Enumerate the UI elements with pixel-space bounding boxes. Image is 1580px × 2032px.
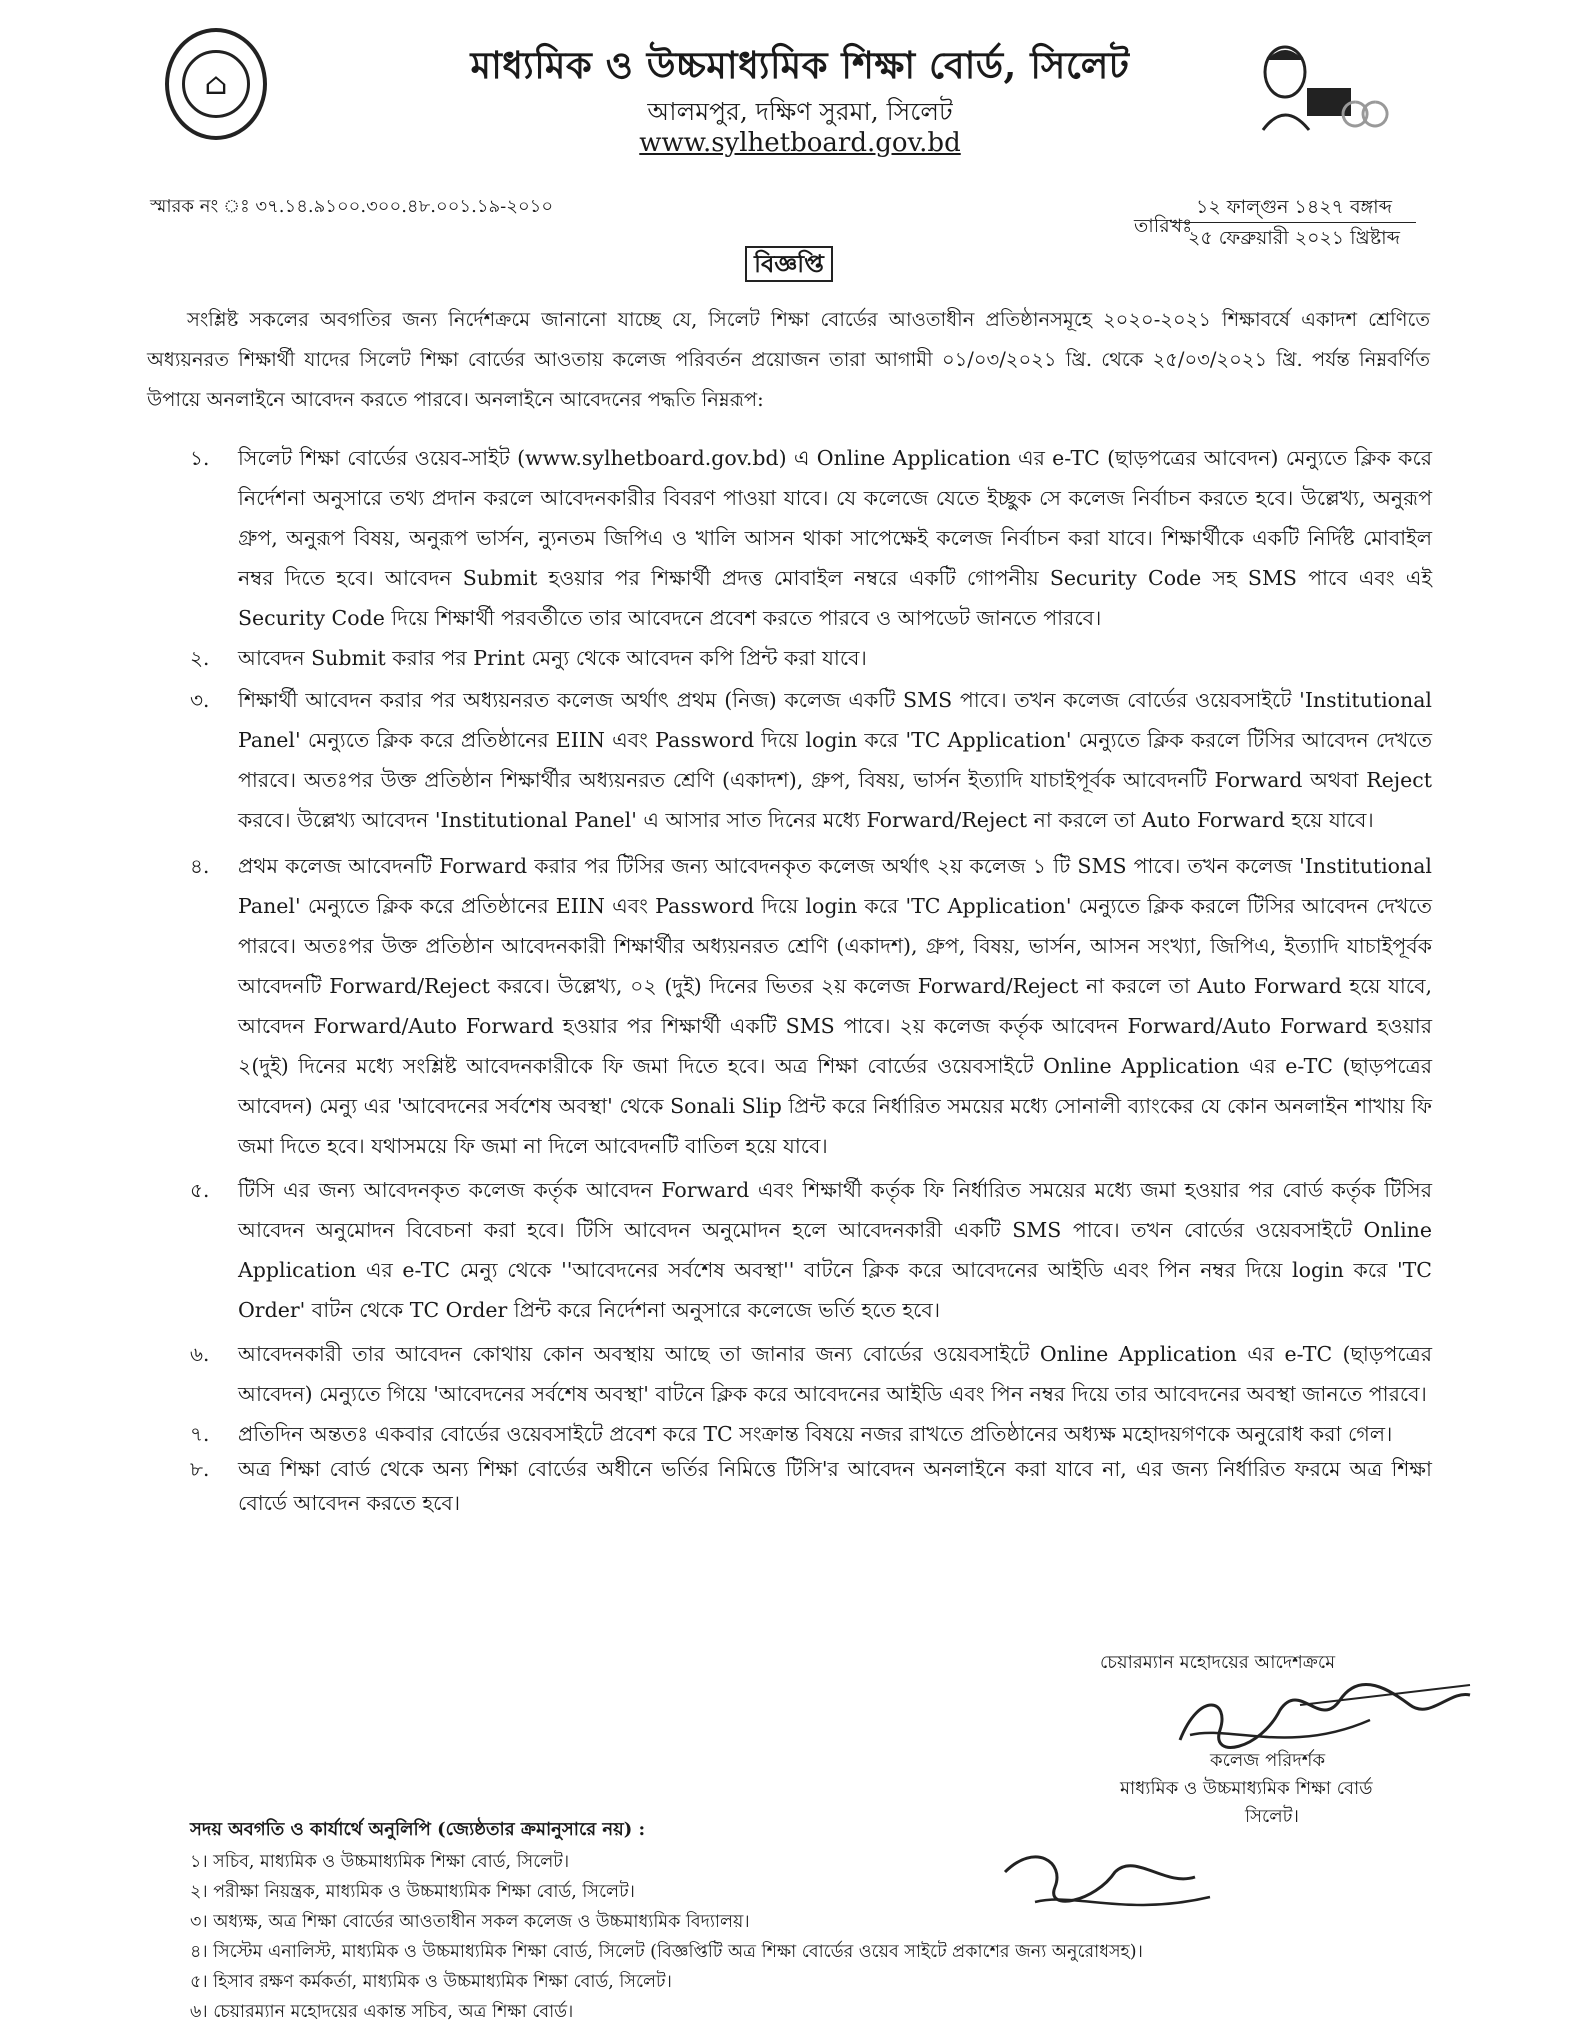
cc-item: ৬। চেয়ারম্যান মহোদয়ের একান্ত সচিব, অত্র শিক্ষা বোর্ড। (190, 2002, 574, 2022)
list-item (190, 640, 1432, 676)
item-text: প্রতিদিন অন্ততঃ একবার বোর্ডের ওয়েবসাইটে প্রবেশ করে TC সংক্রান্ত বিষয়ে নজর রাখতে প্রতিষ্ঠানের অধ্যক্ষ মহোদয়গণকে অনুরোধ করা গেল। (238, 1422, 1393, 1446)
list-item (190, 1170, 1432, 1330)
website-text: www.sylhetboard.gov.bd (639, 128, 961, 158)
signatory-location: সিলেট। (1245, 1806, 1299, 1827)
item-text: অত্র শিক্ষা বোর্ড থেকে অন্য শিক্ষা বোর্ডের অধীনে ভর্তির নিমিত্তে টিসি'র আবেদন অনলাইনে করা যাবে না, এর জন্য নির্ধারিত ফরমে অত্র শিক্ষা বোর্ডে আবেদন করতে হবে। (238, 1457, 1432, 1515)
cc-item: ৩। অধ্যক্ষ, অত্র শিক্ষা বোর্ডের আওতাধীন সকল কলেজ ও উচ্চমাধ্যমিক বিদ্যালয়। (190, 1912, 750, 1932)
memo-number: স্মারক নং ঃ ৩৭.১৪.৯১০০.৩০০.৪৮.০০১.১৯-২০১০ (150, 196, 554, 217)
item-number: ৮. (190, 1457, 210, 1481)
cc-item: ১। সচিব, মাধ্যমিক ও উচ্চমাধ্যমিক শিক্ষা বোর্ড, সিলেট। (190, 1852, 570, 1872)
cc-list (190, 1847, 1420, 2027)
item-number: ২. (190, 646, 210, 670)
item-number: ৬. (190, 1342, 210, 1366)
list-item (190, 680, 1432, 840)
list-item (190, 1452, 1432, 1520)
board-name: মাধ্যমিক ও উচ্চমাধ্যমিক শিক্ষা বোর্ড, সিলেট (470, 43, 1130, 87)
item-number: ৫. (190, 1178, 210, 1202)
mujib-borsho-logo (1245, 30, 1395, 140)
seal-emblem-icon: ⌂ (182, 50, 250, 118)
item-number: ৩. (190, 688, 210, 712)
item-text: আবেদন Submit করার পর Print মেন্যু থেকে আবেদন কপি প্রিন্ট করা যাবে। (238, 646, 867, 670)
item-text: টিসি এর জন্য আবেদনকৃত কলেজ কর্তৃক আবেদন Forward এবং শিক্ষার্থী কর্তৃক ফি নির্ধারিত সময়ের মধ্যে জমা হওয়ার পর বোর্ড কর্তৃক টিসির আবেদন অনুমোদন বিবেচনা করা হবে। টিসি আবেদন অনুমোদন হলে আবেদনকারী একটি SMS পাবে। তখন বোর্ডের ওয়েবসাইটে Online Application এর e-TC মেন্যু থেকে ''আবেদনের সর্বশেষ অবস্থা'' বাটনে ক্লিক করে আবেদনের আইডি এবং পিন নম্বর দিয়ে login করে 'TC Order' বাটন থেকে TC Order প্রিন্ট করে নির্দেশনা অনুসারে কলেজে ভর্তি হতে হবে। (238, 1178, 1432, 1322)
date-bangla: ১২ ফাল্গুন ১৪২৭ বঙ্গাব্দ (1196, 196, 1392, 218)
cc-item: ২। পরীক্ষা নিয়ন্ত্রক, মাধ্যমিক ও উচ্চমাধ্যমিক শিক্ষা বোর্ড, সিলেট। (190, 1882, 635, 1902)
cc-item: ৫। হিসাব রক্ষণ কর্মকর্তা, মাধ্যমিক ও উচ্চমাধ্যমিক শিক্ষা বোর্ড, সিলেট। (190, 1972, 672, 1992)
item-number: ৭. (190, 1422, 210, 1446)
list-item (190, 1334, 1432, 1414)
date-box (1172, 192, 1416, 253)
list-item (190, 438, 1432, 638)
initial-signature (995, 1832, 1220, 1927)
item-number: ৪. (190, 854, 210, 878)
notice-title: বিজ্ঞপ্তি (745, 246, 833, 282)
list-item (190, 1416, 1432, 1452)
board-address: আলমপুর, দক্ষিণ সুরমা, সিলেট (647, 97, 953, 126)
cc-heading: সদয় অবগতি ও কার্যার্থে অনুলিপি (জ্যেষ্ঠতার ক্রমানুসারে নয়) : (190, 1819, 646, 1840)
item-text: সিলেট শিক্ষা বোর্ডের ওয়েব-সাইট (www.sylhetboard.gov.bd) এ Online Application এর e-TC (ছাড়পত্রের আবেদন) মেন্যুতে ক্লিক করে নির্দেশনা অনুসারে তথ্য প্রদান করলে আবেদনকারীর বিবরণ পাওয়া যাবে। যে কলেজে যেতে ইচ্ছুক সে কলেজ নির্বাচন করতে হবে। উল্লেখ্য, অনুরূপ গ্রুপ, অনুরূপ বিষয়, অনুরূপ ভার্সন, ন্যুনতম জিপিএ ও খালি আসন থাকা সাপেক্ষেই কলেজ নির্বাচন করা যাবে। শিক্ষার্থীকে একটি নির্দিষ্ট মোবাইল নম্বর দিতে হবে। আবেদন Submit হওয়ার পর শিক্ষার্থী প্রদত্ত মোবাইল নম্বরে একটি গোপনীয় Security Code সহ SMS পাবে এবং এই Security Code দিয়ে শিক্ষার্থী পরবর্তীতে তার আবেদনে প্রবেশ করতে পারবে ও আপডেট জানতে পারবে। (238, 446, 1432, 630)
intro-paragraph: সংশ্লিষ্ট সকলের অবগতির জন্য নির্দেশক্রমে জানানো যাচ্ছে যে, সিলেট শিক্ষা বোর্ডের আওতাধীন প্রতিষ্ঠানসমূহে ২০২০-২০২১ শিক্ষাবর্ষে একাদশ শ্রেণিতে অধ্যয়নরত শিক্ষার্থী যাদের সিলেট শিক্ষা বোর্ডের আওতায় কলেজ পরিবর্তন প্রয়োজন তারা আগামী ০১/০৩/২০২১ খ্রি. থেকে ২৫/০৩/২০২১ খ্রি. পর্যন্ত নিম্নবর্ণিত উপায়ে অনলাইনে আবেদন করতে পারবে। অনলাইনে আবেদনের পদ্ধতি নিম্নরূপ: (147, 308, 1430, 411)
item-text: শিক্ষার্থী আবেদন করার পর অধ্যয়নরত কলেজ অর্থাৎ প্রথম (নিজ) কলেজ একটি SMS পাবে। তখন কলেজ বোর্ডের ওয়েবসাইটে 'Institutional Panel' মেন্যুতে ক্লিক করে প্রতিষ্ঠানের EIIN এবং Password দিয়ে login করে 'TC Application' মেন্যুতে ক্লিক করলে টিসির আবেদন দেখতে পারবে। অতঃপর উক্ত প্রতিষ্ঠান শিক্ষার্থীর অধ্যয়নরত শ্রেণি (একাদশ), গ্রুপ, বিষয়, ভার্সন ইত্যাদি যাচাইপূর্বক আবেদনটি Forward অথবা Reject করবে। উল্লেখ্য আবেদন 'Institutional Panel' এ আসার সাত দিনের মধ্যে Forward/Reject না করলে তা Auto Forward হয়ে যাবে। (238, 688, 1432, 832)
cc-item: ৪। সিস্টেম এনালিস্ট, মাধ্যমিক ও উচ্চমাধ্যমিক শিক্ষা বোর্ড, সিলেট (বিজ্ঞপ্তিটি অত্র শিক্ষা বোর্ডের ওয়েব সাইটে প্রকাশের জন্য অনুরোধসহ)। (190, 1942, 1143, 1962)
item-text: প্রথম কলেজ আবেদনটি Forward করার পর টিসির জন্য আবেদনকৃত কলেজ অর্থাৎ ২য় কলেজ ১ টি SMS পাবে। তখন কলেজ 'Institutional Panel' মেন্যুতে ক্লিক করে প্রতিষ্ঠানের EIIN এবং Password দিয়ে login করে 'TC Application' মেন্যুতে ক্লিক করলে টিসির আবেদন দেখতে পারবে। অতঃপর উক্ত প্রতিষ্ঠান আবেদনকারী শিক্ষার্থীর অধ্যয়নরত শ্রেণি (একাদশ), গ্রুপ, বিষয়, ভার্সন, আসন সংখ্যা, জিপিএ, ইত্যাদি যাচাইপূর্বক আবেদনটি Forward/Reject করবে। উল্লেখ্য, ০২ (দুই) দিনের ভিতর ২য় কলেজ Forward/Reject না করলে তা Auto Forward হয়ে যাবে, আবেদন Forward/Auto Forward হওয়ার পর শিক্ষার্থী একটি SMS পাবে। ২য় কলেজ কর্তৃক আবেদন Forward/Auto Forward হওয়ার ২(দুই) দিনের মধ্যে সংশ্লিষ্ট আবেদনকারীকে ফি জমা দিতে হবে। অত্র শিক্ষা বোর্ডের ওয়েবসাইটে Online Application এর e-TC (ছাড়পত্রের আবেদন) মেন্যু এর 'আবেদনের সর্বশেষ অবস্থা' থেকে Sonali Slip প্রিন্ট করে নির্ধারিত সময়ের মধ্যে সোনালী ব্যাংকের যে কোন অনলাইন শাখায় ফি জমা দিতে হবে। যথাসময়ে ফি জমা না দিলে আবেদনটি বাতিল হয়ে যাবে। (238, 854, 1432, 1158)
date-english: ২৫ ফেব্রুয়ারী ২০২১ খ্রিষ্টাব্দ (1172, 222, 1416, 253)
board-seal-icon (165, 28, 267, 140)
date-label: তারিখঃ (1134, 215, 1193, 237)
signature-order-line: চেয়ারম্যান মহোদয়ের আদেশক্রমে (1100, 1652, 1336, 1673)
board-website-link[interactable] (400, 128, 1200, 158)
signatory-org: মাধ্যমিক ও উচ্চমাধ্যমিক শিক্ষা বোর্ড (1120, 1778, 1373, 1799)
procedure-list (190, 438, 1432, 1520)
signatory-title: কলেজ পরিদর্শক (1210, 1750, 1326, 1771)
list-item (190, 846, 1432, 1166)
item-number: ১. (190, 446, 210, 470)
item-text: আবেদনকারী তার আবেদন কোথায় কোন অবস্থায় আছে তা জানার জন্য বোর্ডের ওয়েবসাইটে Online Application এর e-TC (ছাড়পত্রের আবেদন) মেন্যুতে গিয়ে 'আবেদনের সর্বশেষ অবস্থা' বাটনে ক্লিক করে আবেদনের আইডি এবং পিন নম্বর দিয়ে তার আবেদনের অবস্থা জানতে পারবে। (238, 1342, 1432, 1406)
